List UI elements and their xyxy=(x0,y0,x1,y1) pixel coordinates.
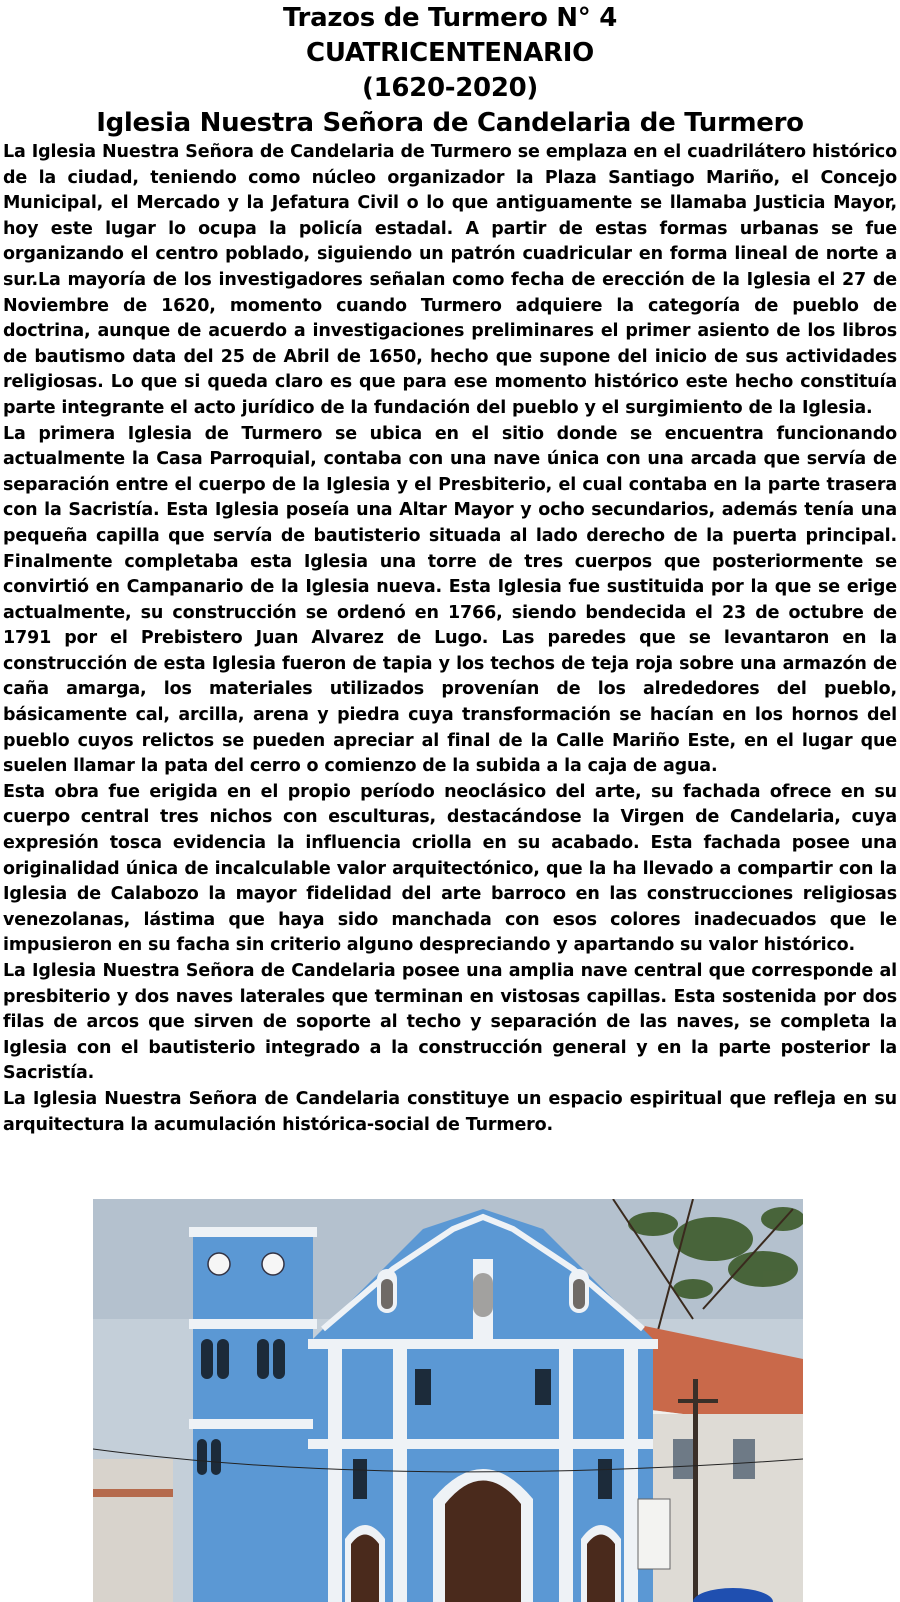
page-title-series: Trazos de Turmero N° 4 xyxy=(0,2,900,35)
bell-tower xyxy=(189,1227,317,1602)
main-door xyxy=(445,1481,521,1602)
paragraph: La primera Iglesia de Turmero se ubica en el sitio donde se encuentra funcionando actualmente la Casa Parroquial, contaba con una nave única con una arcada que servía de separación entre el cuerpo de la Iglesia y el Presbiterio, el cual contaba en la parte trasera con la Sacristía. Esta Iglesia poseía una Altar Mayor y ocho secundarios, además tenía una pequeña capilla que servía de bautisterio situada al lado derecho de la puerta principal. Finalmente completaba esta Iglesia una torre de tres cuerpos que posteriormente se convirtió en Campanario de la Iglesia nueva. Esta Iglesia fue sustituida por la que se erige actualmente, su construcción se ordenó en 1766, siendo bendecida el 23 de octubre de 1791 por el Prebistero Juan Alvarez de Lugo. Las paredes que se levantaron en la construcción de esta Iglesia fueron de tapia y los techos de teja roja sobre una armazón de caña amarga, los materiales utilizados provenían de los alrededores del pueblo, básicamente cal, arcilla, arena y piedra cuya transformación se hacían en los hornos del pueblo cuyos relictos se pueden apreciar al final de la Calle Mariño Este, en el lugar que suelen llamar la pata del cerro o comienzo de la subida a la caja de agua. xyxy=(3,422,897,780)
left-building xyxy=(93,1459,173,1602)
page-title-years: (1620-2020) xyxy=(0,72,900,105)
utility-pole xyxy=(693,1379,698,1602)
page-subtitle-church: Iglesia Nuestra Señora de Candelaria de Turmero xyxy=(0,107,900,140)
page-title-anniversary: CUATRICENTENARIO xyxy=(0,37,900,70)
paragraph: La Iglesia Nuestra Señora de Candelaria de Turmero se emplaza en el cuadrilátero histórico de la ciudad, teniendo como núcleo organizador la Plaza Santiago Mariño, el Concejo Municipal, el Mercado y la Jefatura Civil o lo que antiguamente se llamaba Justicia Mayor, hoy este lugar lo ocupa la policía estadal. A partir de estas formas urbanas se fue organizando el centro poblado, siguiendo un patrón cuadricular en forma lineal de norte a sur.La mayoría de los investigadores señalan como fecha de erección de la Iglesia el 27 de Noviembre de 1620, momento cuando Turmero adquiere la categoría de pueblo de doctrina, aunque de acuerdo a investigaciones preliminares el primer asiento de los libros de bautismo data del 25 de Abril de 1650, hecho que supone del inicio de sus actividades religiosas. Lo que si queda claro es que para ese momento histórico este hecho constituía parte integrante el acto jurídico de la fundación del pueblo y el surgimiento de la Iglesia. xyxy=(3,140,897,422)
paragraph: La Iglesia Nuestra Señora de Candelaria posee una amplia nave central que corresponde al presbiterio y dos naves laterales que terminan en vistosas capillas. Esta sostenida por dos filas de arcos que sirven de soporte al techo y separación de las naves, se completa la Iglesia con el bautisterio integrado a la construcción general y en la parte posterior la Sacristía. xyxy=(3,959,897,1087)
paragraph: La Iglesia Nuestra Señora de Candelaria constituye un espacio espiritual que refleja en su arquitectura la acumulación histórica-social de Turmero. xyxy=(3,1087,897,1138)
document-page xyxy=(0,2,900,1602)
church-illustration xyxy=(93,1199,803,1602)
article-body xyxy=(3,140,897,1138)
paragraph: Esta obra fue erigida en el propio período neoclásico del arte, su fachada ofrece en su cuerpo central tres nichos con esculturas, destacándose la Virgen de Candelaria, cuya expresión tosca evidencia la influencia criolla en su acabado. Esta fachada posee una originalidad única de incalculable valor arquitectónico, que la ha llevado a compartir con la Iglesia de Calabozo la mayor fidelidad del arte barroco en las construcciones religiosas venezolanas, lástima que haya sido manchada con esos colores inadecuados que le impusieron en su facha sin criterio alguno despreciando y apartando su valor histórico. xyxy=(3,780,897,959)
church-photo xyxy=(93,1199,803,1602)
